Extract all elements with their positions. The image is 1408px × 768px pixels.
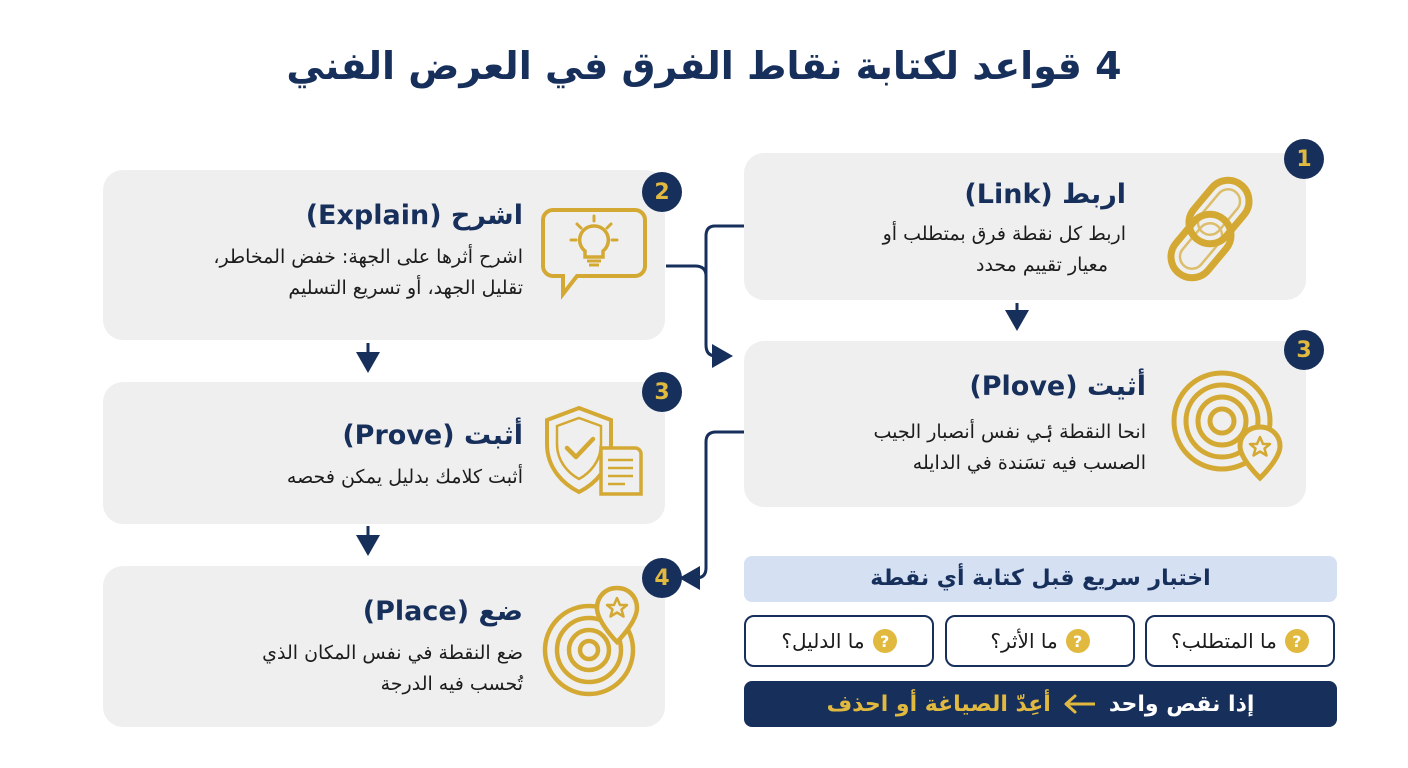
quiz-rule-bar xyxy=(744,681,1337,727)
card-link-line1: اربط كل نقطة فرق بمتطلب أو xyxy=(882,223,1126,245)
quiz-question-label: ما الدليل؟ xyxy=(781,629,865,653)
arrow-link-to-plove-elbow xyxy=(706,226,744,356)
arrow-explain-joint xyxy=(666,266,706,276)
lightbulb-speech-icon xyxy=(541,204,651,300)
card-link-title: اربط (Link) xyxy=(964,179,1126,210)
quiz-question-evidence xyxy=(744,615,934,667)
card-place xyxy=(103,566,665,727)
quiz-title: اختبار سريع قبل كتابة أي نقطة xyxy=(744,556,1337,602)
card-plove-line1: انحا النقطة ۂي نفس أنصبار الجيب xyxy=(873,421,1146,443)
badge-1: 1 xyxy=(1284,139,1324,179)
badge-2: 2 xyxy=(642,172,682,212)
card-plove-body xyxy=(873,417,1146,479)
card-link-line2: معيار تقييم محدد xyxy=(975,254,1108,276)
card-place-line2: تُحسب فيه الدرجة xyxy=(380,673,523,695)
card-place-line1: ضع النقطة في نفس المكان الذي xyxy=(262,642,523,664)
page-title: 4 قواعد لكتابة نقاط الفرق في العرض الفني xyxy=(286,44,1122,88)
card-place-title: ضع (Place) xyxy=(362,596,523,627)
badge-3-left: 3 xyxy=(642,372,682,412)
quiz-question-label: ما المتطلب؟ xyxy=(1171,629,1277,653)
card-prove xyxy=(103,382,665,524)
target-pin-icon xyxy=(1168,367,1288,487)
badge-3-right: 3 xyxy=(1284,330,1324,370)
card-place-body xyxy=(262,638,523,700)
card-prove-title: أثبت (Prove) xyxy=(342,420,523,451)
card-explain-line2: تقليل الجهد، أو تسريع التسليم xyxy=(288,277,523,299)
card-plove xyxy=(744,341,1306,507)
question-icon: ? xyxy=(1285,629,1309,653)
shield-document-icon xyxy=(541,404,651,504)
chain-link-icon xyxy=(1154,169,1274,289)
card-plove-line2: الصسب فيه تسَندة في الدايله xyxy=(912,452,1146,474)
question-icon: ? xyxy=(873,629,897,653)
rule-lead: إذا نقص واحد xyxy=(1108,691,1255,717)
card-prove-body xyxy=(287,462,523,493)
card-prove-line1: أثبت كلامك بدليل يمكن فحصه xyxy=(286,466,523,488)
arrow-left-icon xyxy=(1063,694,1097,714)
question-icon: ? xyxy=(1066,629,1090,653)
card-link-body xyxy=(883,219,1126,281)
arrow-plove-to-place xyxy=(682,432,744,578)
card-explain-title: اشرح (Explain) xyxy=(305,200,523,231)
target-pin-icon xyxy=(539,584,649,704)
badge-4: 4 xyxy=(642,558,682,598)
quiz-question-label: ما الأثر؟ xyxy=(990,629,1058,653)
quiz-question-requirement xyxy=(1145,615,1335,667)
card-plove-title: أثيت (Plove) xyxy=(969,371,1146,402)
card-explain-line1: اشرح أثرها على الجهة: خفض المخاطر، xyxy=(213,246,523,268)
card-explain-body xyxy=(213,242,523,304)
card-explain xyxy=(103,170,665,340)
quiz-question-impact xyxy=(945,615,1135,667)
rule-action: أعِدّ الصياغة أو احذف xyxy=(826,691,1051,717)
card-link xyxy=(744,153,1306,300)
